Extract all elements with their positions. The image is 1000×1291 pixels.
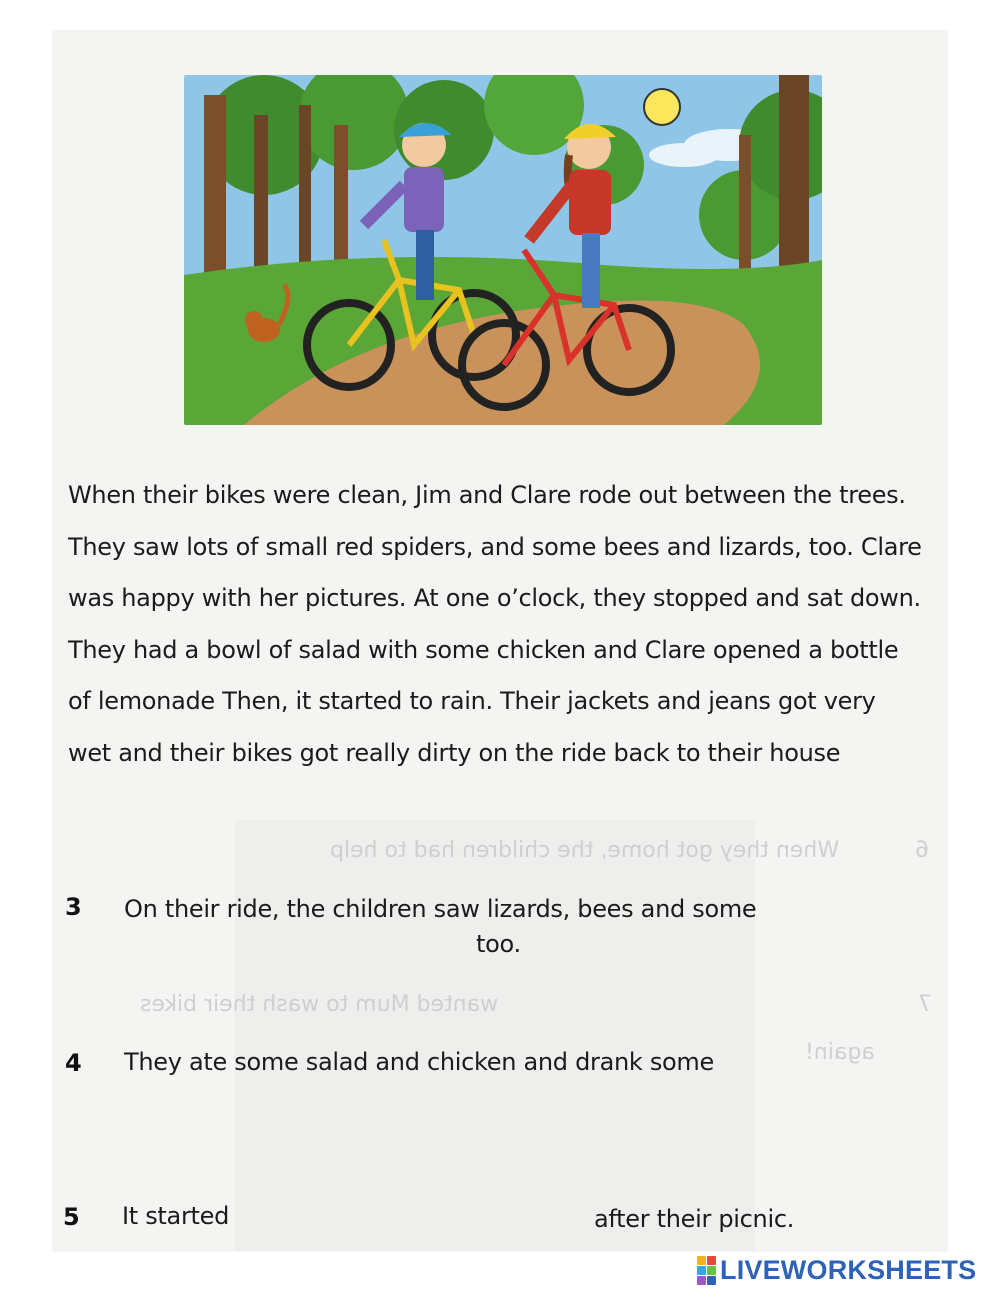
ghost-q6-number: 6 bbox=[915, 838, 929, 863]
question-5-text-before: It started bbox=[122, 1202, 230, 1230]
question-4-answer-field[interactable] bbox=[124, 1100, 724, 1134]
passage-line-6: wet and their bikes got really dirty on the ride back to their house bbox=[68, 738, 841, 767]
question-4-number: 4 bbox=[65, 1049, 82, 1077]
ghost-q7-number: 7 bbox=[918, 992, 932, 1017]
question-3-number: 3 bbox=[65, 893, 82, 921]
question-5-text-after: after their picnic. bbox=[594, 1205, 795, 1233]
passage-line-2: They saw lots of small red spiders, and some bees and lizards, too. Clare bbox=[68, 532, 922, 561]
passage-line-3: was happy with her pictures. At one o’clock, they stopped and sat down. bbox=[68, 584, 921, 612]
passage-line-5: of lemonade Then, it started to rain. Their jackets and jeans got very bbox=[68, 687, 876, 715]
logo-text: LIVEWORKSHEETS bbox=[720, 1254, 977, 1285]
passage-line-1: When their bikes were clean, Jim and Clare rode out between the trees. bbox=[68, 481, 906, 509]
ghost-q7-text2: again! bbox=[805, 1040, 875, 1065]
question-5-number: 5 bbox=[63, 1203, 80, 1231]
question-4-text: They ate some salad and chicken and drank some bbox=[124, 1048, 714, 1076]
ghost-q6-text: When they got home, the children had to help bbox=[330, 838, 840, 863]
liveworksheets-logo[interactable] bbox=[697, 1254, 976, 1286]
question-3-text-end: too. bbox=[476, 930, 521, 958]
question-3-text: On their ride, the children saw lizards, bees and some bbox=[124, 895, 757, 923]
back-page-shadow bbox=[235, 820, 755, 1250]
story-illustration bbox=[184, 75, 822, 425]
logo-grid-icon bbox=[697, 1256, 716, 1285]
passage-line-4: They had a bowl of salad with some chicken and Clare opened a bottle bbox=[68, 635, 899, 664]
reading-passage bbox=[68, 470, 948, 779]
question-5-answer-field[interactable] bbox=[245, 1200, 585, 1234]
ghost-q7-text: wanted Mum to wash their bikes bbox=[140, 992, 499, 1017]
question-3-answer-field[interactable] bbox=[124, 930, 464, 964]
